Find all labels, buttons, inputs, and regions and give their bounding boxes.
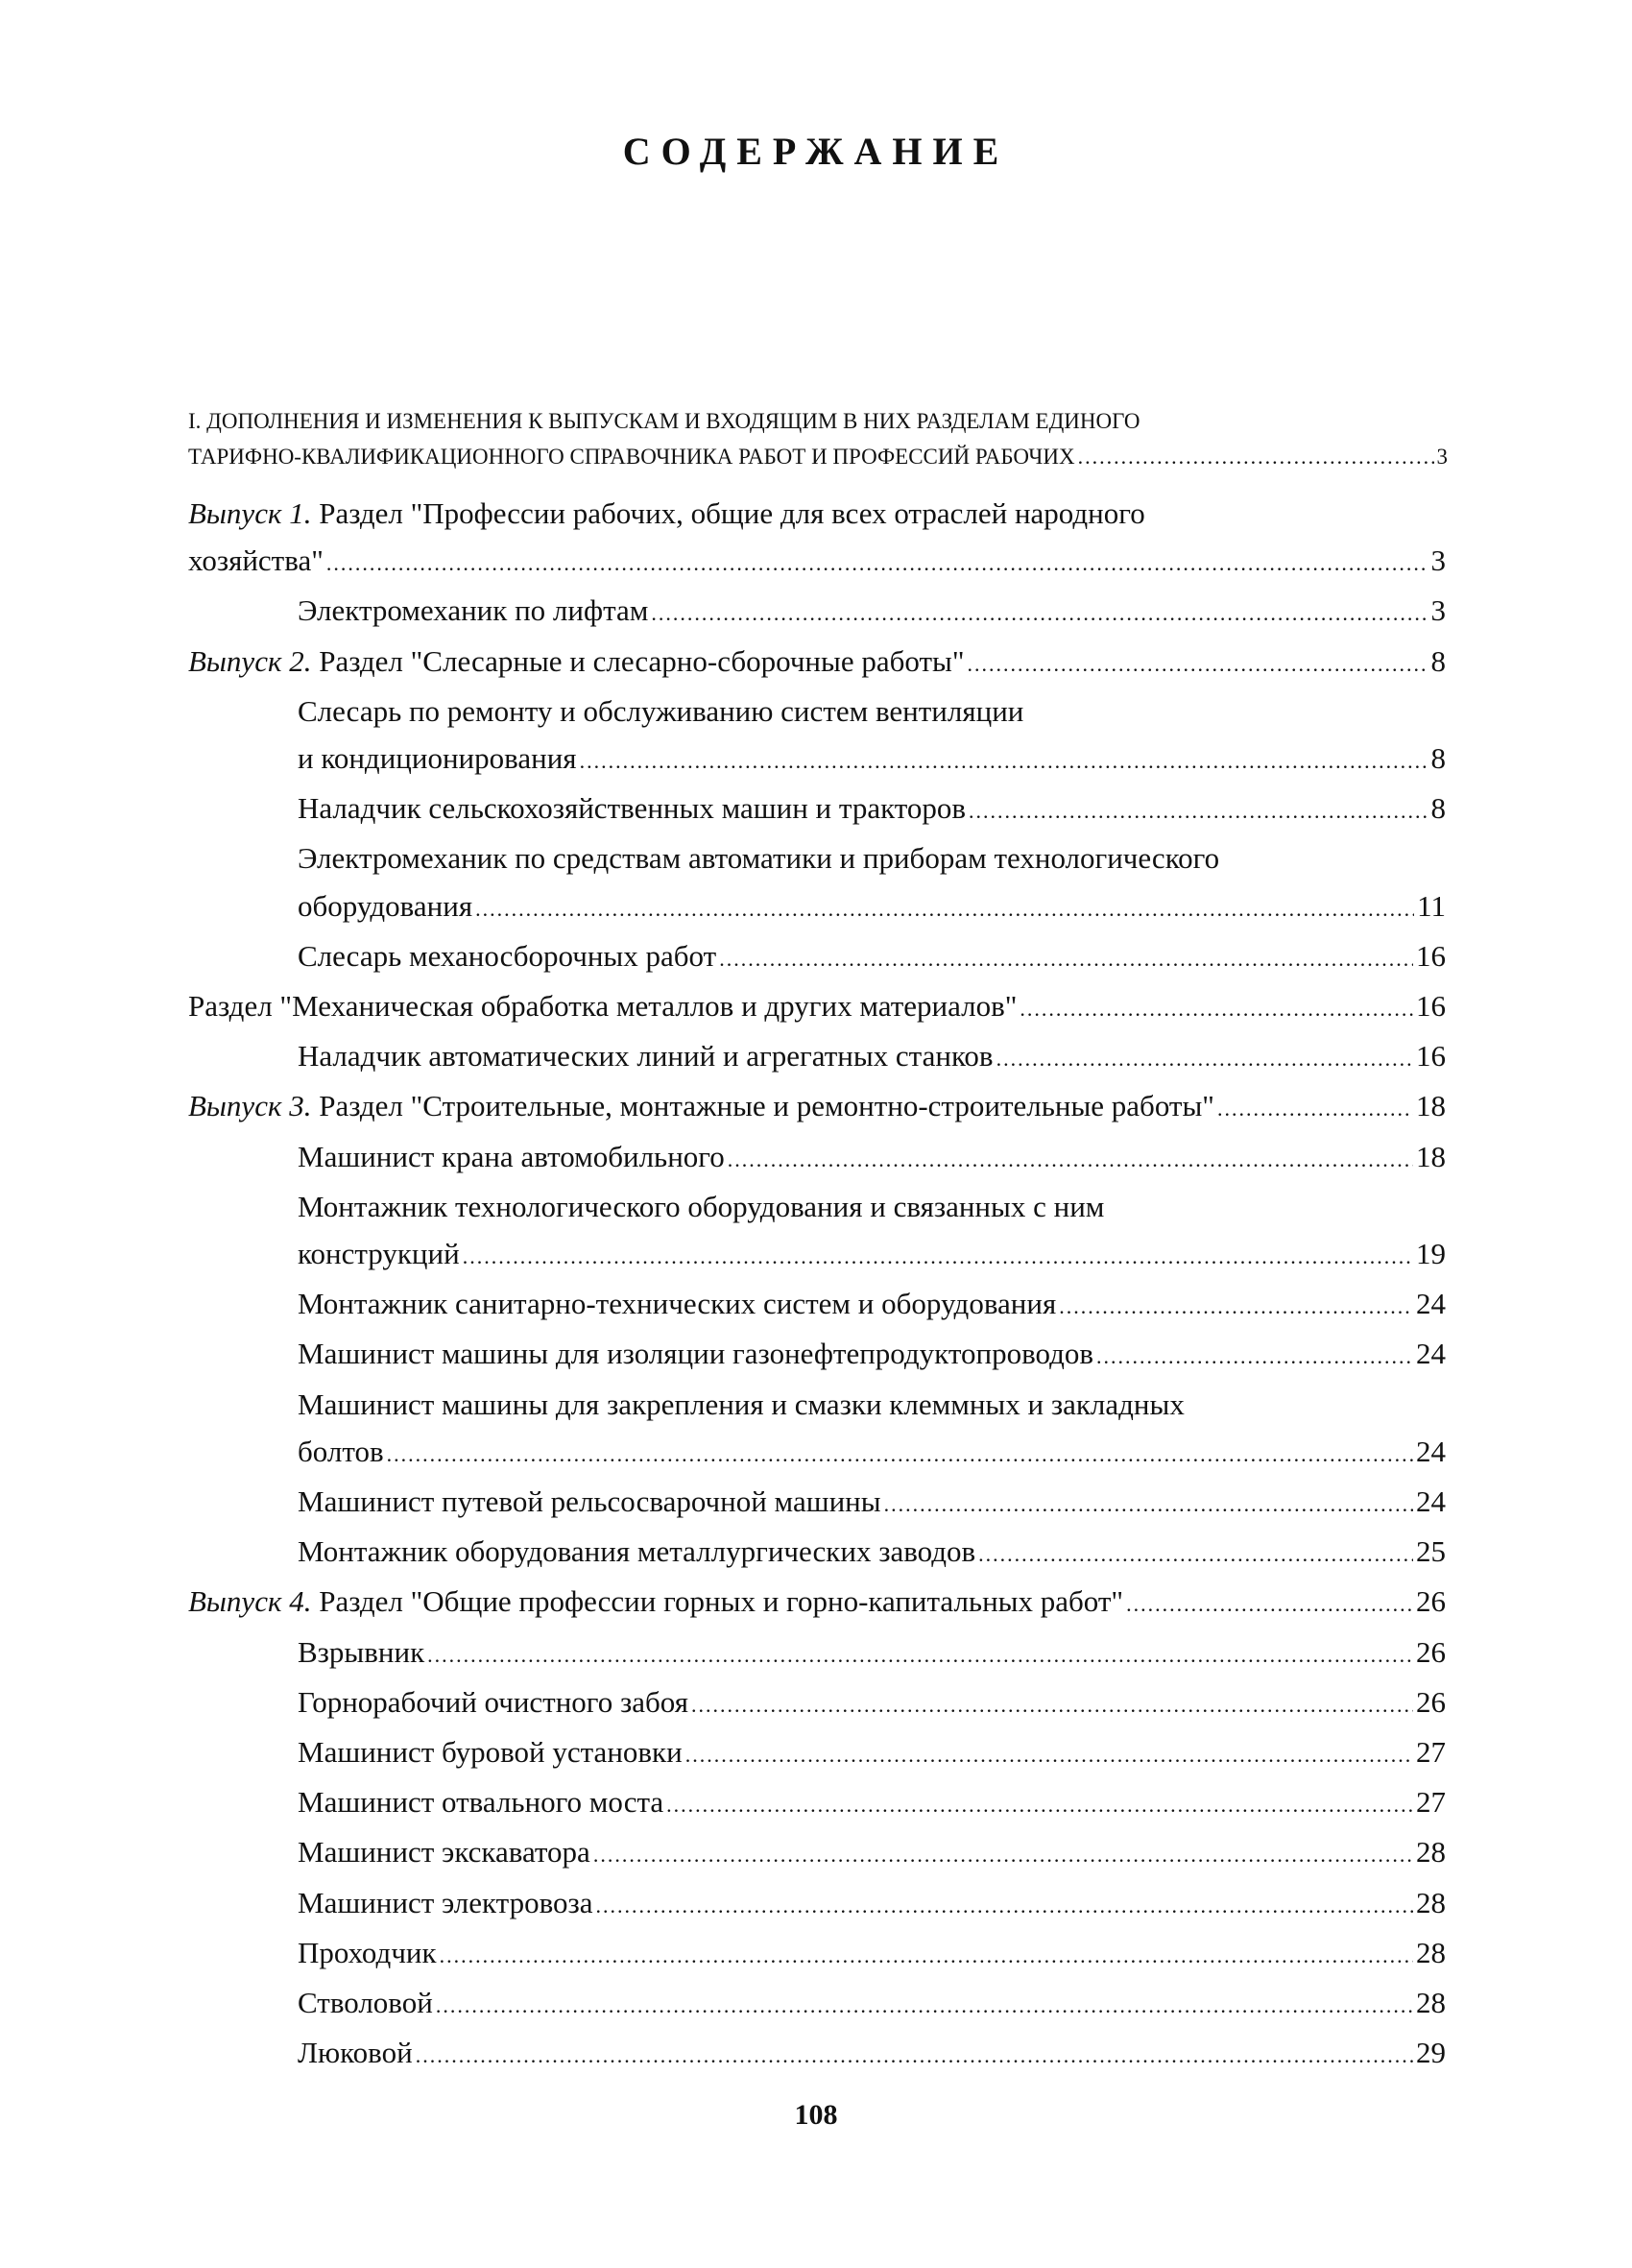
- toc-entry-page: 3: [1430, 593, 1446, 628]
- toc-entry[interactable]: [188, 1979, 1446, 2029]
- toc-entry-title: Машинист буровой установки: [298, 1735, 683, 1770]
- toc-issue-label: Выпуск 2.: [188, 643, 312, 678]
- toc-entry[interactable]: [188, 1629, 1446, 1678]
- toc-entry-page: 27: [1416, 1735, 1446, 1770]
- toc-entry-title: Машинист машины для изоляции газонефтепродуктопроводов: [298, 1337, 1094, 1371]
- toc-entry-title: Электромеханик по лифтам: [298, 593, 649, 628]
- toc-entry-title: Взрывник: [298, 1634, 425, 1669]
- dot-leader: [1020, 985, 1413, 1032]
- toc-entry-title-line1: Электромеханик по средствам автоматики и приборам технологического: [298, 841, 1220, 876]
- dot-leader: [463, 1233, 1413, 1280]
- toc-entry-title: и кондиционирования: [298, 741, 577, 776]
- toc-entry-page: 28: [1416, 1885, 1446, 1919]
- section-heading-entry: [188, 439, 1448, 474]
- toc-entry-page: 24: [1416, 1484, 1446, 1519]
- toc-entry[interactable]: [188, 1879, 1446, 1929]
- toc-entry-title: болтов: [298, 1434, 384, 1468]
- toc-entry-title: Монтажник оборудования металлургических заводов: [298, 1534, 976, 1569]
- dot-leader: [996, 1035, 1413, 1082]
- dot-leader: [691, 1681, 1413, 1728]
- toc-entry-page: 24: [1416, 1434, 1446, 1468]
- toc-entry-title-line1: Монтажник технологического оборудования и связанных с ним: [298, 1189, 1105, 1223]
- toc-entry[interactable]: [188, 537, 1446, 587]
- dot-leader: [1126, 1580, 1413, 1628]
- toc-entry[interactable]: [188, 1280, 1446, 1330]
- dot-leader: [596, 1882, 1413, 1929]
- toc-entry[interactable]: [188, 784, 1446, 834]
- toc-issue-label: Выпуск 1.: [188, 496, 312, 530]
- toc-entry[interactable]: [188, 1230, 1446, 1280]
- toc-entry-page: 26: [1416, 1584, 1446, 1619]
- toc-entry[interactable]: [188, 1578, 1446, 1628]
- toc-entry[interactable]: [188, 982, 1446, 1032]
- toc-entry[interactable]: [188, 1082, 1446, 1132]
- toc-entry-title: Люковой: [298, 2036, 413, 2070]
- toc-entry-page: 26: [1416, 1634, 1446, 1669]
- toc-entry-title-line1: Слесарь по ремонту и обслуживанию систем вентиляции: [298, 693, 1024, 728]
- table-of-contents: [188, 490, 1446, 2080]
- dot-leader: [440, 1932, 1413, 1979]
- toc-entry-title: Машинист путевой рельсосварочной машины: [298, 1484, 881, 1519]
- toc-entry[interactable]: [188, 1778, 1446, 1828]
- toc-entry-title: Стволовой: [298, 1986, 433, 2020]
- toc-entry-page: 8: [1430, 741, 1446, 776]
- toc-entry-page: 24: [1416, 1287, 1446, 1321]
- toc-entry-title: Горнорабочий очистного забоя: [298, 1684, 688, 1719]
- page-number: 108: [794, 2099, 838, 2131]
- toc-entry-page: 25: [1416, 1534, 1446, 1569]
- toc-entry-page: 8: [1430, 791, 1446, 826]
- toc-entry-title: Машинист электровоза: [298, 1885, 593, 1919]
- dot-leader: [387, 1431, 1413, 1478]
- section-heading-line2: ТАРИФНО-КВАЛИФИКАЦИОННОГО СПРАВОЧНИКА РАБОТ И ПРОФЕССИЙ РАБОЧИХ: [188, 445, 1075, 469]
- dot-leader: [978, 1531, 1413, 1578]
- toc-entry[interactable]: [188, 2029, 1446, 2079]
- toc-entry-title: Проходчик: [298, 1935, 437, 1969]
- toc-entry-title: Раздел "Механическая обработка металлов и других материалов": [188, 989, 1018, 1024]
- toc-entry[interactable]: [188, 735, 1446, 784]
- toc-entry[interactable]: [188, 1528, 1446, 1578]
- toc-entry-title: Наладчик автоматических линий и агрегатных станков: [298, 1039, 994, 1074]
- toc-entry-page: 27: [1416, 1785, 1446, 1820]
- toc-entry-title: Монтажник санитарно-технических систем и оборудования: [298, 1287, 1057, 1321]
- toc-entry[interactable]: [188, 882, 1446, 932]
- dot-leader: [436, 1982, 1413, 2029]
- toc-entry[interactable]: [188, 1032, 1446, 1082]
- toc-entry[interactable]: [188, 1929, 1446, 1979]
- toc-entry-title: Наладчик сельскохозяйственных машин и тракторов: [298, 791, 967, 826]
- section-heading-page: 3: [1436, 445, 1448, 469]
- toc-entry-title: конструкций: [298, 1237, 460, 1271]
- toc-entry[interactable]: [188, 1828, 1446, 1878]
- toc-entry-page: 28: [1416, 1835, 1446, 1870]
- toc-entry[interactable]: [188, 1478, 1446, 1528]
- dot-leader: [666, 1781, 1413, 1828]
- dot-leader: [728, 1136, 1413, 1183]
- toc-entry[interactable]: [188, 1428, 1446, 1478]
- dot-leader: [1078, 439, 1434, 474]
- toc-entry[interactable]: [188, 638, 1446, 688]
- toc-entry-continued-line: [188, 490, 1446, 537]
- toc-entry-title: хозяйства": [188, 543, 324, 578]
- toc-entry-page: 8: [1430, 643, 1446, 678]
- toc-issue-label: Выпуск 4.: [188, 1584, 312, 1619]
- toc-entry-page: 19: [1416, 1237, 1446, 1271]
- dot-leader: [651, 590, 1428, 637]
- dot-leader: [427, 1631, 1413, 1678]
- section-heading: [188, 403, 1448, 474]
- dot-leader: [1096, 1333, 1413, 1380]
- toc-entry-page: 28: [1416, 1986, 1446, 2020]
- toc-entry-title-line1: Машинист машины для закрепления и смазки клеммных и закладных: [298, 1387, 1185, 1421]
- toc-entry-title: Машинист крана автомобильного: [298, 1139, 725, 1173]
- dot-leader: [1059, 1283, 1413, 1330]
- dot-leader: [968, 640, 1428, 688]
- toc-entry-page: 28: [1416, 1935, 1446, 1969]
- toc-entry-page: 16: [1416, 938, 1446, 973]
- toc-entry[interactable]: [188, 1728, 1446, 1778]
- toc-entry-title: Слесарь механосборочных работ: [298, 938, 717, 973]
- dot-leader: [1217, 1085, 1413, 1132]
- toc-entry-page: 18: [1416, 1089, 1446, 1123]
- toc-entry[interactable]: [188, 1330, 1446, 1380]
- dot-leader: [416, 2032, 1413, 2079]
- dot-leader: [580, 737, 1428, 784]
- toc-entry[interactable]: [188, 1678, 1446, 1728]
- toc-entry-title: Раздел "Строительные, монтажные и ремонтно-строительные работы": [319, 1089, 1214, 1123]
- dot-leader: [475, 885, 1414, 932]
- toc-entry-page: 11: [1417, 888, 1446, 923]
- toc-entry-page: 26: [1416, 1684, 1446, 1719]
- toc-entry[interactable]: [188, 932, 1446, 982]
- toc-entry-page: 18: [1416, 1139, 1446, 1173]
- toc-entry-page: 29: [1416, 2036, 1446, 2070]
- dot-leader: [593, 1831, 1413, 1878]
- toc-entry-title: оборудования: [298, 888, 473, 923]
- toc-entry-title: Машинист экскаватора: [298, 1835, 590, 1870]
- toc-entry-title: Машинист отвального моста: [298, 1785, 664, 1820]
- page-title: СОДЕРЖАНИЕ: [622, 130, 1010, 173]
- toc-entry-title-line1: Раздел "Профессии рабочих, общие для всех отраслей народного: [319, 496, 1145, 530]
- dot-leader: [685, 1731, 1413, 1778]
- toc-entry-page: 24: [1416, 1337, 1446, 1371]
- toc-entry[interactable]: [188, 1133, 1446, 1183]
- toc-entry-page: 16: [1416, 989, 1446, 1024]
- toc-entry-title: Раздел "Общие профессии горных и горно-капитальных работ": [319, 1584, 1124, 1619]
- toc-entry-page: 16: [1416, 1039, 1446, 1074]
- dot-leader: [969, 787, 1428, 834]
- toc-entry-title: Раздел "Слесарные и слесарно-сборочные работы": [319, 643, 965, 678]
- dot-leader: [326, 540, 1428, 587]
- dot-leader: [884, 1481, 1413, 1528]
- toc-entry-page: 3: [1430, 543, 1446, 578]
- toc-issue-label: Выпуск 3.: [188, 1089, 312, 1123]
- section-heading-line1: I. ДОПОЛНЕНИЯ И ИЗМЕНЕНИЯ К ВЫПУСКАМ И ВХОДЯЩИМ В НИХ РАЗДЕЛАМ ЕДИНОГО: [188, 409, 1140, 433]
- dot-leader: [719, 935, 1413, 982]
- toc-entry[interactable]: [188, 587, 1446, 637]
